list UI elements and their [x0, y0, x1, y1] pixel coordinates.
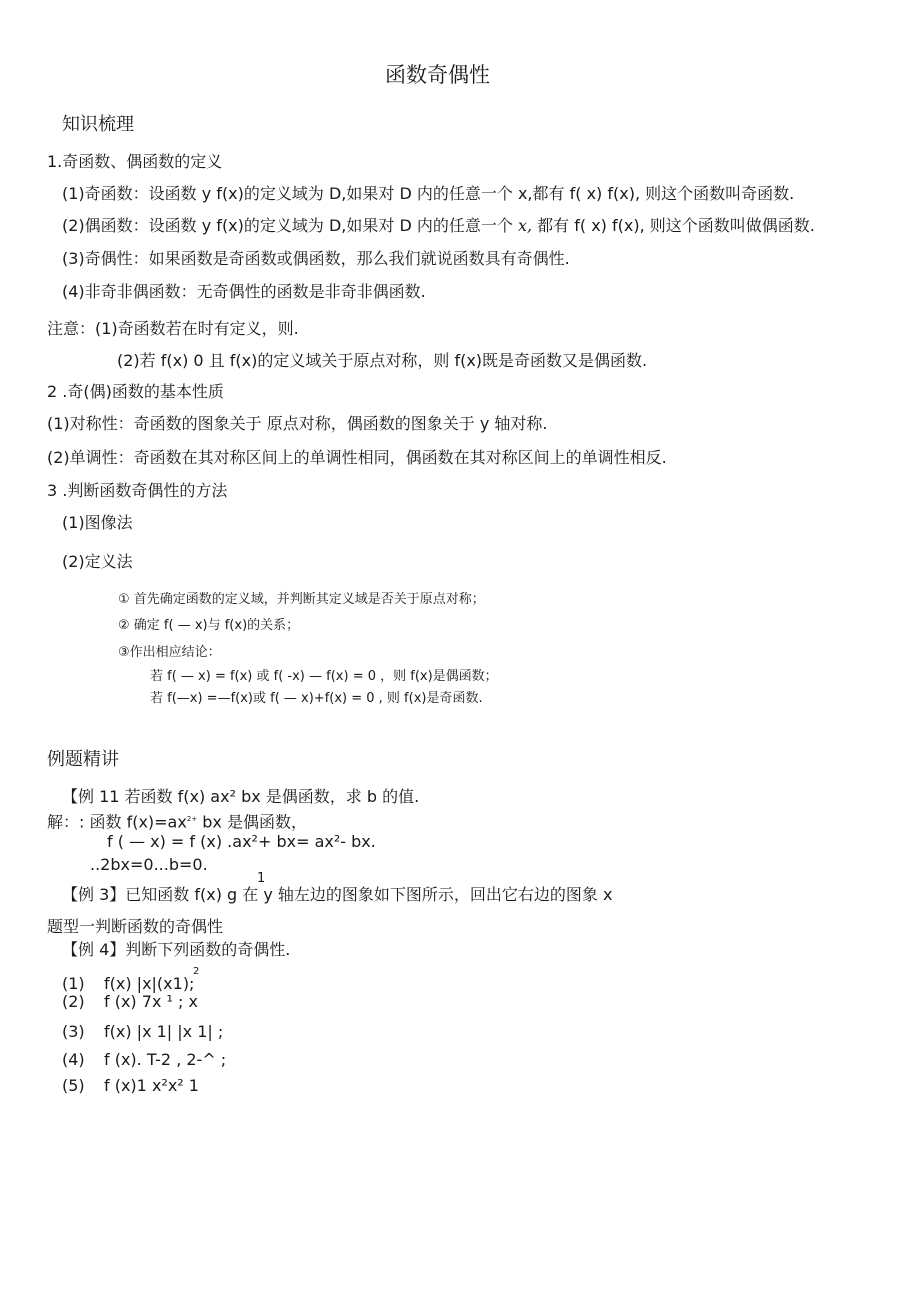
solution-line-1-part-b: bx 是偶函数，: [197, 812, 307, 832]
method-definition: (2)定义法: [62, 552, 133, 571]
odd-function-definition: (1)奇函数：设函数 y f(x)的定义域为 D,如果对 D 内的任意一个 x,都有 f( x) f(x), 则这个函数叫奇函数.: [62, 184, 795, 203]
even-function-definition: [62, 216, 815, 236]
even-definition-x: x,: [517, 216, 533, 235]
example-1: 【例 11 若函数 f(x) ax² bx 是偶函数，求 b 的值.: [62, 787, 420, 806]
section-examples-heading: 例题精讲: [47, 749, 119, 770]
problem-4-expression: f (x). T-2 , 2-^ ;: [104, 1050, 227, 1069]
definition-heading: 1.奇函数、偶函数的定义: [47, 152, 223, 171]
conclusion-odd: 若 f(—x) =—f(x)或 f( — x)+f(x) = 0 , 则 f(x)是奇函数.: [150, 691, 483, 706]
method-step-2: ② 确定 f( — x)与 f(x)的关系；: [118, 618, 300, 633]
properties-heading: 2 .奇(偶)函数的基本性质: [47, 382, 224, 401]
methods-heading: 3 .判断函数奇偶性的方法: [47, 481, 228, 500]
method-graph: (1)图像法: [62, 513, 133, 532]
problem-1-number: (1): [62, 974, 85, 993]
problem-2-number: (2): [62, 992, 85, 1011]
solution-line-1-part-a: 解：: 函数 f(x)=ax: [47, 812, 187, 832]
page-title: 函数奇偶性: [385, 63, 490, 87]
topic-type-1: 题型一判断函数的奇偶性: [47, 917, 224, 936]
solution-line-1: [47, 809, 307, 832]
even-definition-part-b: 都有 f( x) f(x), 则这个函数叫做偶函数.: [532, 216, 815, 235]
note-line-2: (2)若 f(x) 0 且 f(x)的定义域关于原点对称，则 f(x)既是奇函数又是偶函数.: [117, 351, 648, 370]
problem-1-expression: f(x) |x|(x1);: [104, 974, 195, 993]
problem-3-expression: f(x) |x 1| |x 1| ;: [104, 1022, 224, 1041]
example-3: 【例 3】已知函数 f(x) g 在 y 轴左边的图象如下图所示，回出它右边的图象 x: [62, 885, 613, 904]
neither-definition: (4)非奇非偶函数：无奇偶性的函数是非奇非偶函数.: [62, 282, 426, 301]
conclusion-even: 若 f( — x) = f(x) 或 f( -x) — f(x) = 0 ，则 f(x)是偶函数；: [150, 669, 498, 684]
problem-5-expression: f (x)1 x²x² 1: [104, 1076, 199, 1095]
method-step-3: ③作出相应结论：: [118, 645, 221, 660]
method-step-1: ① 首先确定函数的定义域，并判断其定义域是否关于原点对称；: [118, 592, 485, 607]
solution-superscript: 2+: [186, 815, 198, 823]
solution-line-3: ..2bx=0...b=0.: [90, 855, 208, 874]
section-knowledge-heading: 知识梳理: [62, 114, 134, 135]
problem-4-number: (4): [62, 1050, 85, 1069]
example-3-superscript: 1: [257, 871, 266, 886]
example-4: 【例 4】判断下列函数的奇偶性.: [62, 940, 291, 959]
problem-3-number: (3): [62, 1022, 85, 1041]
note-line-1: 注意：(1)奇函数若在时有定义，则.: [47, 319, 299, 338]
problem-2-expression: f (x) 7x ¹ ; x: [104, 992, 198, 1011]
problem-5-number: (5): [62, 1076, 85, 1095]
solution-line-2: f ( — x) = f (x) .ax²+ bx= ax²- bx.: [107, 832, 376, 851]
property-symmetry: (1)对称性：奇函数的图象关于 原点对称，偶函数的图象关于 y 轴对称.: [47, 414, 548, 433]
parity-definition: (3)奇偶性：如果函数是奇函数或偶函数，那么我们就说函数具有奇偶性.: [62, 249, 570, 268]
property-monotonicity: (2)单调性：奇函数在其对称区间上的单调性相同，偶函数在其对称区间上的单调性相反.: [47, 448, 667, 467]
stray-superscript: 2: [193, 966, 200, 977]
even-definition-part-a: (2)偶函数：设函数 y f(x)的定义域为 D,如果对 D 内的任意一个: [62, 216, 518, 235]
